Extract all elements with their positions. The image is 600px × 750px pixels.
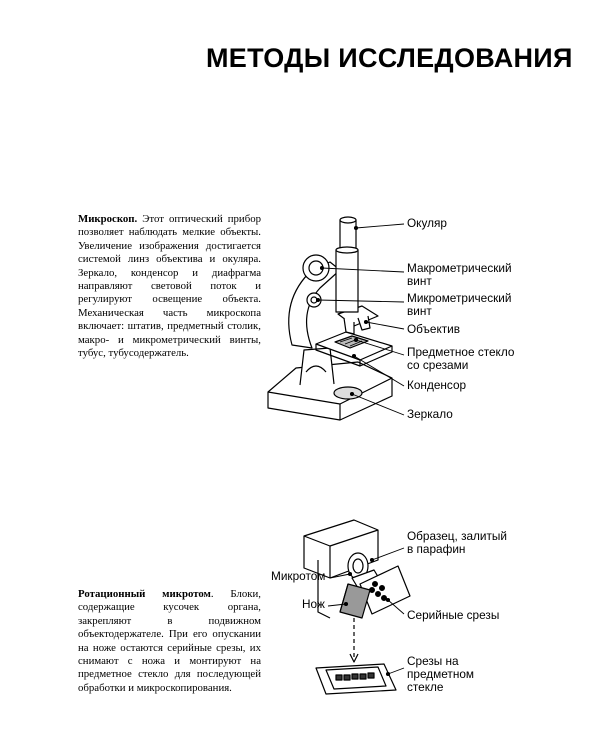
label-slide-line1: Предметное стекло — [407, 345, 515, 359]
microscope-text: Этот оптический прибор позволяет наблюдать мелкие объекты. Увеличение изображения достигается системой линз объектива и окуляра. Зеркало, конденсор и диафрагма направляют световой поток и регулируют освещение объекта. Механическая часть микроскопа включает: штатив, предметный столик, макро- и микрометрический винты, тубус, тубусодержатель. — [78, 213, 261, 360]
label-slide-line2: со срезами — [407, 358, 469, 372]
label-sample-line2: в парафин — [407, 542, 466, 556]
label-knife: Нож — [302, 597, 325, 611]
microtome-term: Ротационный микротом — [78, 588, 211, 600]
label-macro-line1: Макрометрический — [407, 261, 512, 275]
label-sample-line1: Образец, залитый — [407, 529, 507, 543]
label-slides-line3: стекле — [407, 680, 444, 694]
label-micro-line1: Микрометрический — [407, 291, 512, 305]
label-eyepiece: Окуляр — [407, 216, 447, 230]
label-slides-line1: Срезы на — [407, 654, 459, 668]
label-serial-sections: Серийные срезы — [407, 608, 500, 622]
page-title: МЕТОДЫ ИССЛЕДОВАНИЯ — [206, 43, 573, 73]
label-mirror: Зеркало — [407, 407, 453, 421]
label-micro-line2: винт — [407, 304, 432, 318]
label-objective: Объектив — [407, 322, 461, 336]
label-macro-line2: винт — [407, 274, 432, 288]
microtome-text: . Блоки, содержащие кусочек органа, закрепляют в подвижном объектодержателе. При его опускании на ноже остаются серийные срезы, их снимают с ножа и монтируют на предметное стекло для последующей обработки и микроскопирования. — [78, 588, 261, 694]
label-slides-line2: предметном — [407, 667, 475, 681]
label-microtome: Микротом — [271, 569, 326, 583]
microscope-term: Микроскоп. — [78, 213, 138, 225]
label-condenser: Конденсор — [407, 378, 467, 392]
